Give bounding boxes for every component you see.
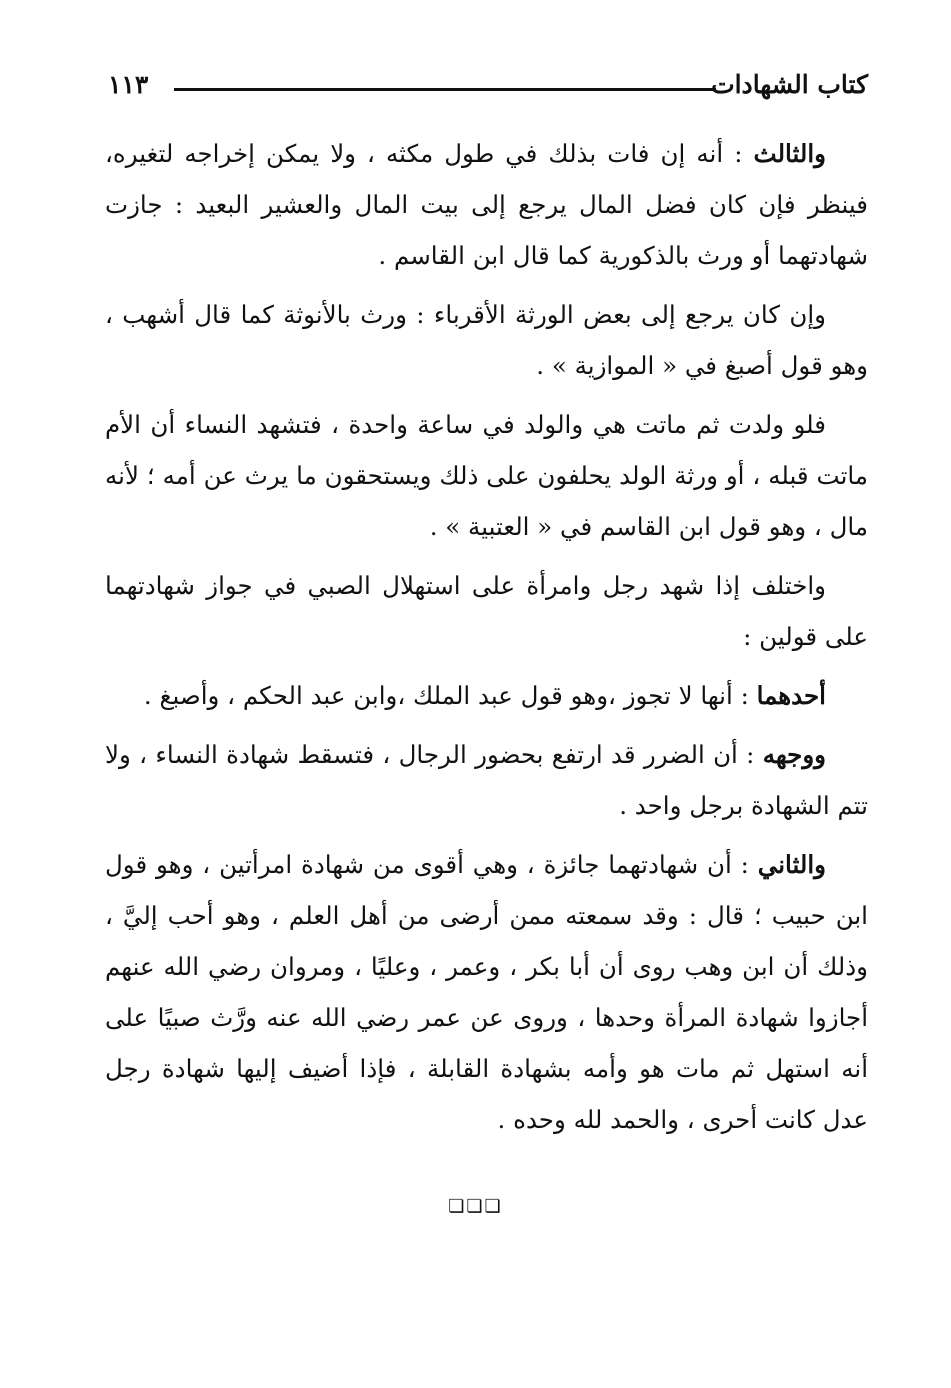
section-end-ornament: ❏❏❏: [448, 1196, 503, 1217]
paragraph-text: : أنه إن فات بذلك في طول مكثه ، ولا يمكن إخراجه لتغيره، فينظر فإن كان فضل المال يرجع إلى بيت المال والعشير البعيد : جازت شهادتهما أو ورث بالذكورية كما قال ابن القاسم .: [105, 139, 868, 270]
paragraph-text: : أن شهادتهما جائزة ، وهي أقوى من شهادة امرأتين ، وهو قول ابن حبيب ؛ قال : وقد سمعته ممن أرضى من أهل العلم ، وهو أحب إليَّ ، وذلك أن ابن وهب روى أن أبا بكر ، وعمر ، وعليًا ، ومروان رضي الله عنهم أجازوا شهادة المرأة وحدها ، وروى عن عمر رضي الله عنه ورَّث صبيًا على أنه استهل ثم مات هو وأمه بشهادة القابلة ، فإذا أضيف إليها شهادة رجل عدل كانت أحرى ، والحمد لله وحده .: [105, 850, 868, 1134]
paragraph-reasoning: [105, 729, 868, 831]
paragraph-text: وإن كان يرجع إلى بعض الورثة الأقرباء : ورث بالأنوثة كما قال أشهب ، وهو قول أصبغ في « الموازية » .: [105, 300, 868, 380]
paragraph-disagreement: [105, 560, 868, 662]
paragraph-first-opinion: [105, 670, 868, 721]
paragraph-text: : أنها لا تجوز ،وهو قول عبد الملك ،وابن عبد الحكم ، وأصبغ .: [143, 681, 757, 710]
page-number: ١١٣: [108, 70, 149, 99]
body-text: [105, 128, 868, 1153]
paragraph-text: : أن الضرر قد ارتفع بحضور الرجال ، فتسقط شهادة النساء ، ولا تتم الشهادة برجل واحد .: [105, 740, 868, 820]
paragraph-text: واختلف إذا شهد رجل وامرأة على استهلال الصبي في جواز شهادتهما على قولين :: [105, 571, 868, 651]
header-rule: [174, 88, 716, 91]
paragraph-lead: أحدهما: [756, 681, 826, 710]
paragraph-third-opinion: [105, 128, 868, 281]
paragraph-lead: والثاني: [757, 850, 826, 879]
paragraph-text: فلو ولدت ثم ماتت هي والولد في ساعة واحدة ، فتشهد النساء أن الأم ماتت قبله ، أو ورثة الولد يحلفون على ذلك ويستحقون ما يرث عن أمه ؛ لأنه مال ، وهو قول ابن القاسم في « العتبية » .: [105, 410, 868, 541]
paragraph-second-opinion: [105, 839, 868, 1145]
paragraph-relatives: [105, 289, 868, 391]
paragraph-lead: والثالث: [753, 139, 826, 168]
page-header: [108, 66, 868, 106]
paragraph-birth-death: [105, 399, 868, 552]
chapter-title: كتاب الشهادات: [711, 70, 868, 99]
paragraph-lead: ووجهه: [762, 740, 826, 769]
